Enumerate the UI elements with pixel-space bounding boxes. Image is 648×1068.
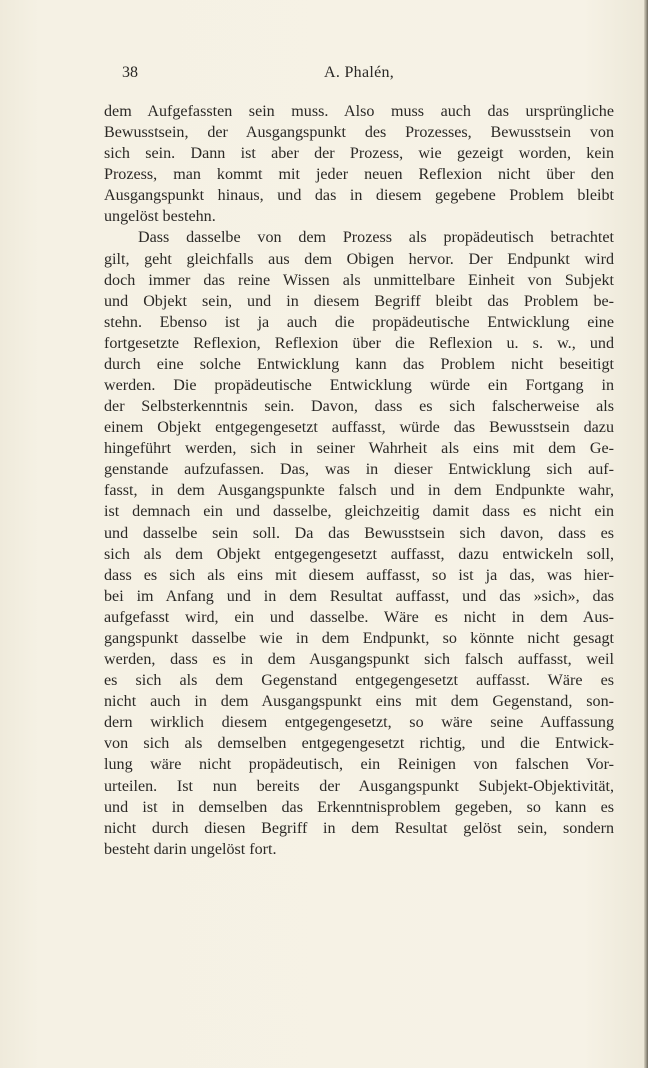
text-line: gilt, geht gleichfalls aus dem Obigen hervor. Der Endpunkt wird (104, 250, 614, 268)
text-line: sich sein. Dann ist aber der Prozess, wie gezeigt worden, kein (104, 145, 614, 163)
text-line: aufgefasst wird, ein und dasselbe. Wäre es nicht in dem Aus- (104, 608, 614, 626)
text-line: gangspunkt dasselbe wie in dem Endpunkt, so könnte nicht gesagt (104, 629, 614, 647)
text-line: Ausgangspunkt hinaus, und das in diesem gegebene Problem bleibt (104, 187, 614, 205)
page-header (122, 64, 422, 84)
text-line: werden, dass es in dem Ausgangspunkt sich falsch auffasst, weil (104, 651, 614, 669)
text-line: urteilen. Ist nun bereits der Ausgangspunkt Subjekt-Objektivität, (104, 777, 614, 795)
text-line: und ist in demselben das Erkenntnisproblem gegeben, so kann es (104, 798, 614, 816)
text-line: doch immer das reine Wissen als unmittelbare Einheit von Subjekt (104, 271, 614, 289)
page-edge-shadow (644, 0, 648, 1068)
text-line: Dass dasselbe von dem Prozess als propädeutisch betrachtet (138, 229, 614, 247)
text-line: bei im Anfang und in dem Resultat auffasst, und das »sich», das (104, 587, 614, 605)
text-line: besteht darin ungelöst fort. (104, 840, 277, 858)
text-line: es sich als dem Gegenstand entgegengesetzt auffasst. Wäre es (104, 672, 614, 690)
text-line: genstande aufzufassen. Das, was in dieser Entwicklung sich auf- (104, 461, 614, 479)
text-line: Prozess, man kommt mit jeder neuen Reflexion nicht über den (104, 166, 614, 184)
text-line: dem Aufgefassten sein muss. Also muss auch das ursprüngliche (104, 103, 614, 120)
text-line: dern wirklich diesem entgegengesetzt, so wäre seine Auffassung (104, 714, 614, 732)
text-line: nicht durch diesen Begriff in dem Resultat gelöst sein, sondern (104, 819, 614, 837)
text-line: und dasselbe sein soll. Da das Bewusstsein sich davon, dass es (104, 524, 614, 542)
text-line: ungelöst bestehn. (104, 208, 216, 226)
running-head: A. Phalén, (324, 64, 395, 81)
text-line: der Selbsterkenntnis sein. Davon, dass es sich falscherweise als (104, 398, 614, 416)
text-line: fasst, in dem Ausgangspunkte falsch und in dem Endpunkte wahr, (104, 482, 614, 500)
text-line: fortgesetzte Reflexion, Reflexion über die Reflexion u. s. w., und (104, 334, 614, 352)
text-line: dass es sich als eins mit diesem auffasst, so ist ja das, was hier- (104, 566, 614, 584)
text-line: von sich als demselben entgegengesetzt richtig, und die Entwick- (104, 735, 614, 753)
text-line: durch eine solche Entwicklung kann das Problem nicht beseitigt (104, 355, 614, 373)
text-line: und Objekt sein, und in diesem Begriff bleibt das Problem be- (104, 292, 614, 310)
text-line: Bewusstsein, der Ausgangspunkt des Prozesses, Bewusstsein von (104, 124, 614, 142)
text-line: einem Objekt entgegengesetzt auffasst, würde das Bewusstsein dazu (104, 419, 614, 437)
text-line: lung wäre nicht propädeutisch, ein Reinigen von falschen Vor- (104, 756, 614, 774)
text-line: hingeführt werden, sich in seiner Wahrheit als eins mit dem Ge- (104, 440, 614, 458)
text-line: ist demnach ein und dasselbe, gleichzeitig damit dass es nicht ein (104, 503, 614, 521)
text-line: stehn. Ebenso ist ja auch die propädeutische Entwicklung eine (104, 313, 614, 331)
text-line: nicht auch in dem Ausgangspunkt eins mit dem Gegenstand, son- (104, 693, 614, 711)
body-text (104, 101, 614, 860)
text-line: sich als dem Objekt entgegengesetzt auffasst, dazu entwickeln soll, (104, 545, 614, 563)
text-line: werden. Die propädeutische Entwicklung würde ein Fortgang in (104, 377, 614, 395)
page-number: 38 (122, 64, 138, 81)
